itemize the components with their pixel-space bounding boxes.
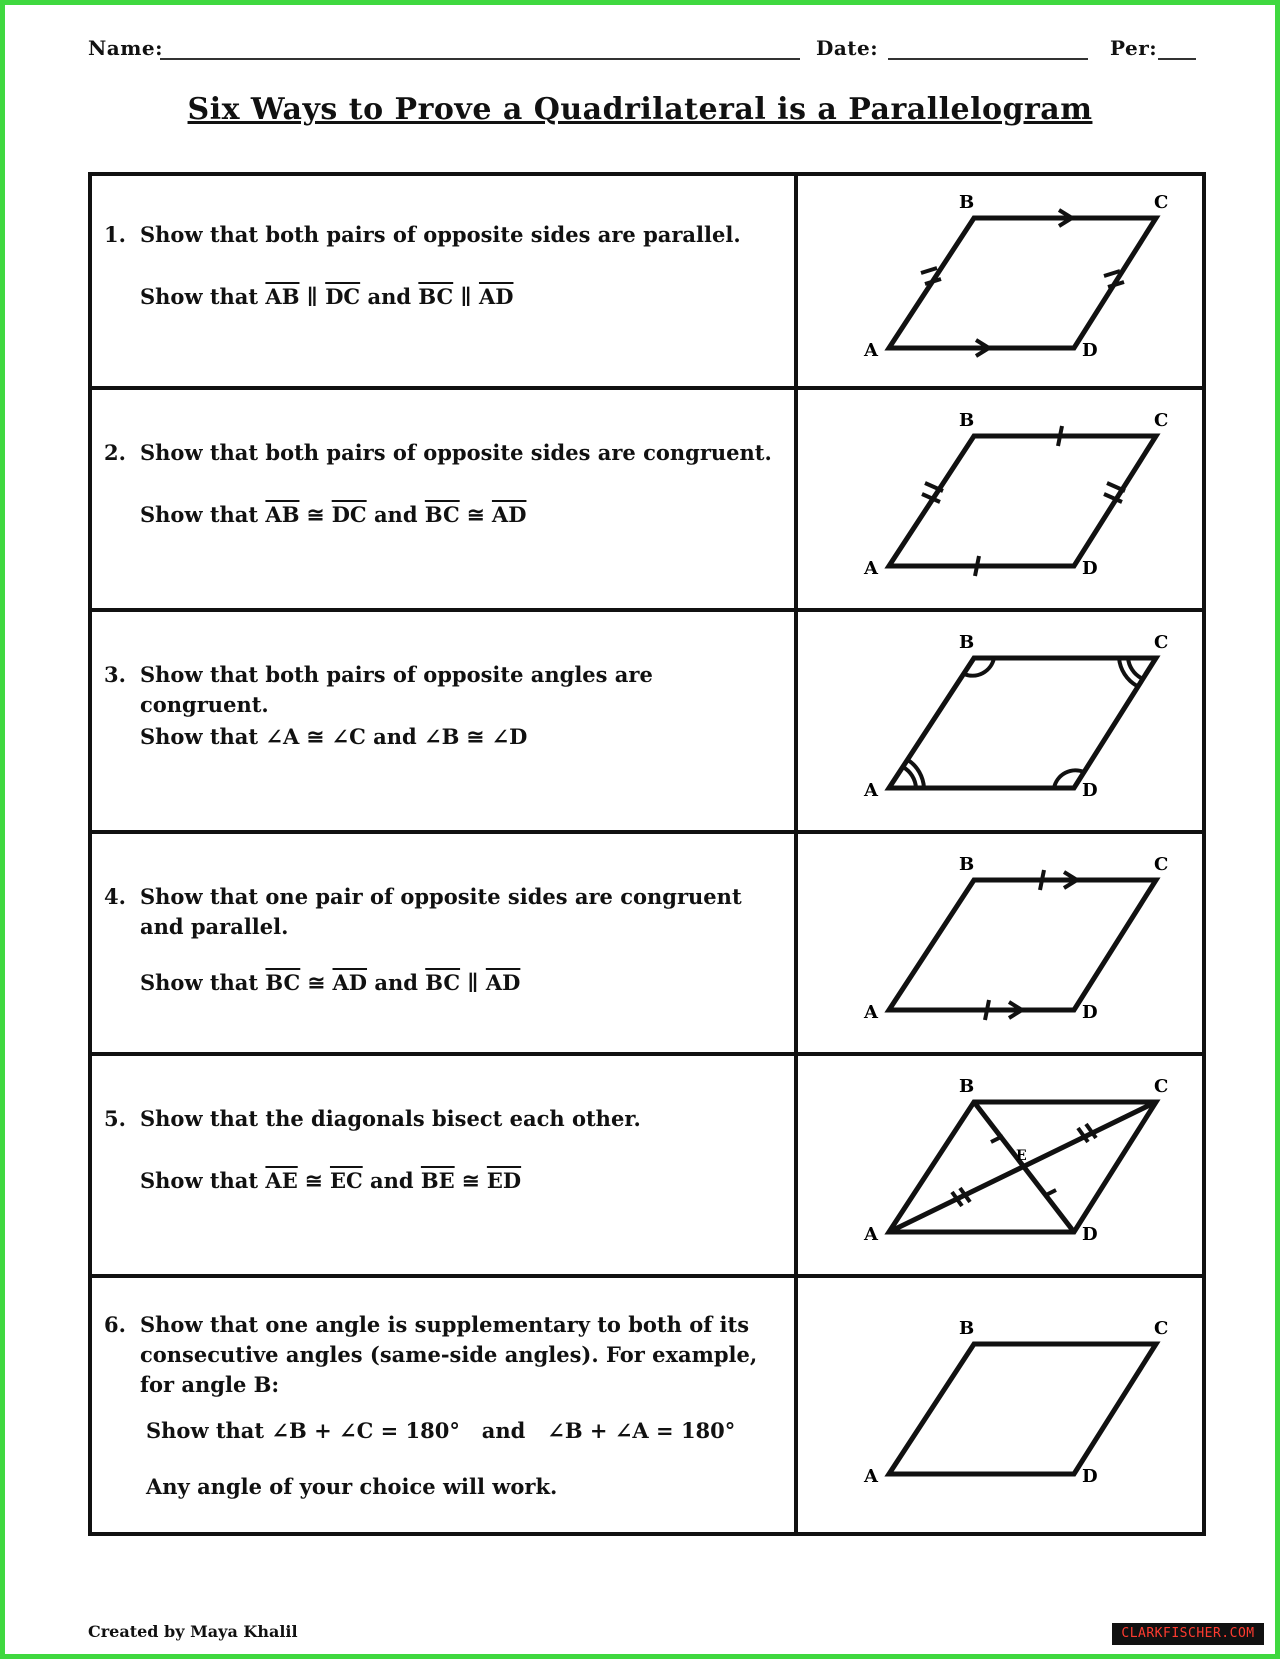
period-label: Per: [1110,36,1158,60]
center-label-e: E [1016,1148,1027,1164]
tick-mark-bottom [985,1000,989,1020]
page-title: Six Ways to Prove a Quadrilateral is a Parallelogram [187,92,1093,127]
table-row-6 [92,1278,1202,1532]
vertex-label-d: D [1082,780,1098,801]
method-text: Show that one pair of opposite sides are congruent and parallel. [140,884,742,939]
parallelogram-figure-6 [804,1278,1196,1532]
parallelogram-figure-4 [804,834,1196,1054]
vertex-label-a: A [864,780,878,801]
method-number: 4. [104,884,126,909]
method-text: Show that both pairs of opposite sides are congruent. [140,440,772,465]
method-number: 3. [104,662,126,687]
show-that-line: Show that $\overline{AB}$ ∥ $\overline{DC}$ and $\overline{BC}$ ∥ $\overline{AD}$ [140,284,514,309]
parallelogram-figure-5 [804,1056,1196,1276]
method-statement [104,660,784,720]
method-text: Show that the diagonals bisect each other. [140,1106,641,1131]
show-that-line: Show that ∠B + ∠C = 180° and ∠B + ∠A = 180° [146,1418,736,1443]
date-label: Date: [816,36,879,60]
author-credit: Created by Maya Khalil [88,1622,298,1641]
parallelogram-figure-2 [804,390,1196,610]
vertex-label-c: C [1154,1076,1169,1097]
parallelogram-figure-1 [804,176,1196,386]
vertex-label-c: C [1154,854,1169,875]
parallelogram-figure-3 [804,612,1196,832]
vertex-label-d: D [1082,340,1098,361]
vertex-label-a: A [864,1224,878,1245]
method-number: 1. [104,222,126,247]
angle-arc-c-inner [1128,658,1141,678]
show-that-line: Show that $\overline{AB}$ ≅ $\overline{DC}$ and $\overline{BC}$ ≅ $\overline{AD}$ [140,502,527,527]
vertex-label-d: D [1082,1002,1098,1023]
method-number: 6. [104,1312,126,1337]
vertex-label-d: D [1082,1466,1098,1487]
table-row-3 [92,612,1202,834]
method-statement [104,438,784,468]
tick-ed [1044,1190,1056,1196]
tick-mark-bottom [975,556,979,576]
vertex-label-c: C [1154,192,1169,213]
diagonal-bd [974,1102,1074,1232]
vertex-label-b: B [959,1076,975,1097]
vertex-label-d: D [1082,558,1098,579]
vertex-label-b: B [959,1318,975,1339]
period-field[interactable] [1158,36,1196,60]
methods-table [88,172,1206,1536]
vertex-label-c: C [1154,410,1169,431]
vertex-label-a: A [864,1466,878,1487]
method-text: Show that one angle is supplementary to both of its consecutive angles (same-side angles). For example, for angle B: [140,1312,758,1397]
vertex-label-c: C [1154,632,1169,653]
vertex-label-a: A [864,1002,878,1023]
table-row-1 [92,176,1202,390]
show-that-line: Show that ∠A ≅ ∠C and ∠B ≅ ∠D [140,724,528,749]
worksheet-header [88,36,1198,68]
vertex-label-a: A [864,558,878,579]
name-field[interactable] [160,36,800,60]
table-row-2 [92,390,1202,612]
tick-mark-top [1040,870,1044,890]
method-text: Show that both pairs of opposite sides are parallel. [140,222,741,247]
date-field[interactable] [888,36,1088,60]
vertex-label-b: B [959,632,975,653]
method-number: 2. [104,440,126,465]
name-label: Name: [88,36,164,60]
vertex-label-d: D [1082,1224,1098,1245]
method-number: 5. [104,1106,126,1131]
tick-mark-top [1058,426,1062,446]
method-statement [104,882,784,942]
watermark-badge: CLARKFISCHER.COM [1112,1623,1264,1645]
angle-arc-a-inner [903,767,916,788]
show-that-line: Show that $\overline{AE}$ ≅ $\overline{EC}$ and $\overline{BE}$ ≅ $\overline{ED}$ [140,1168,522,1193]
method-text: Show that both pairs of opposite angles are congruent. [140,662,653,717]
vertex-label-b: B [959,854,975,875]
table-row-5 [92,1056,1202,1278]
method-statement [104,1310,784,1400]
method-statement [104,220,784,250]
vertex-label-a: A [864,340,878,361]
vertex-label-c: C [1154,1318,1169,1339]
vertex-label-b: B [959,192,975,213]
method-note: Any angle of your choice will work. [146,1474,558,1499]
method-statement [104,1104,784,1134]
vertex-label-b: B [959,410,975,431]
table-row-4 [92,834,1202,1056]
show-that-line: Show that $\overline{BC}$ ≅ $\overline{AD}$ and $\overline{BC}$ ∥ $\overline{AD}$ [140,970,521,995]
